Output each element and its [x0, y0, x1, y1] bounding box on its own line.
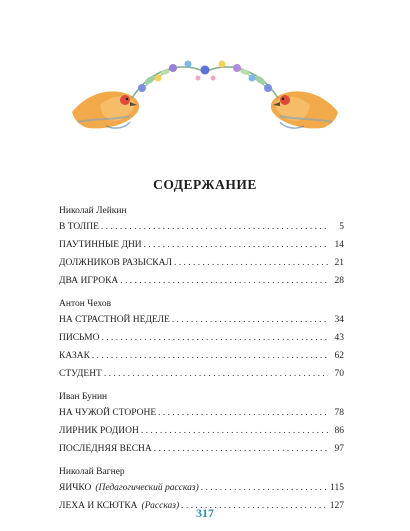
dot-leader [174, 254, 328, 272]
entry-title: ДВА ИГРОКА [59, 276, 119, 286]
toc-entry[interactable] [59, 404, 344, 422]
toc-entry[interactable] [59, 440, 344, 458]
entry-page: 21 [334, 258, 344, 268]
dot-leader [158, 404, 328, 422]
entry-title: НА СТРАСТНОЙ НЕДЕЛЕ [59, 315, 170, 325]
entry-title: ЛЕХА И КСЮТКА [59, 501, 138, 511]
toc-entry[interactable] [59, 254, 344, 272]
entry-title: ПИСЬМО [59, 333, 100, 343]
page-number: 317 [196, 506, 214, 520]
dot-leader [144, 236, 328, 254]
entry-page: 78 [334, 408, 344, 418]
dot-leader [172, 311, 328, 329]
entry-page: 34 [334, 315, 344, 325]
dot-leader [201, 479, 328, 497]
entry-page: 115 [330, 483, 344, 493]
entry-title: СТУДЕНТ [59, 369, 102, 379]
toc-entry[interactable] [59, 347, 344, 365]
entry-title: ДОЛЖНИКОВ РАЗЫСКАЛ [59, 258, 172, 268]
dot-leader [141, 422, 328, 440]
toc-entry[interactable] [59, 422, 344, 440]
toc-entry[interactable] [59, 218, 344, 236]
page-title: СОДЕРЖАНИЕ [153, 177, 257, 192]
birds-flowers-illustration [70, 50, 340, 145]
toc-entry[interactable] [59, 236, 344, 254]
entry-subtitle: (Рассказ) [141, 501, 180, 511]
author-name: Николай Лейкин [59, 206, 127, 216]
entry-title: В ТОЛПЕ [59, 222, 99, 232]
entry-title: ПОСЛЕДНЯЯ ВЕСНА [59, 444, 152, 454]
flower-garland [132, 61, 278, 99]
dot-leader [120, 272, 328, 290]
entry-page: 43 [334, 333, 344, 343]
entry-page: 86 [334, 426, 344, 436]
entry-page: 5 [339, 222, 344, 232]
toc-entry[interactable] [59, 365, 344, 383]
author-name: Иван Бунин [59, 392, 108, 402]
entry-title: ЯИЧКО [59, 483, 92, 493]
entry-title: НА ЧУЖОЙ СТОРОНЕ [59, 408, 157, 418]
right-bird-image [271, 91, 338, 128]
entry-title: ПАУТИННЫЕ ДНИ [59, 240, 142, 250]
toc-entry[interactable] [59, 272, 344, 290]
entry-page: 97 [334, 444, 344, 454]
author-name: Николай Вагнер [59, 467, 125, 477]
entry-page: 14 [334, 240, 344, 250]
dot-leader [104, 365, 328, 383]
dot-leader [101, 218, 328, 236]
entry-page: 70 [334, 369, 344, 379]
entry-page: 62 [334, 351, 344, 361]
entry-subtitle: (Педагогический рассказ) [95, 483, 199, 493]
toc-entry[interactable] [59, 329, 344, 347]
left-bird-image [72, 91, 139, 128]
entry-title: КАЗАК [59, 351, 90, 361]
toc-entry[interactable] [59, 311, 344, 329]
dot-leader [101, 329, 328, 347]
table-of-contents [59, 205, 344, 515]
entry-page: 28 [334, 276, 344, 286]
entry-title: ЛИРНИК РОДИОН [59, 426, 139, 436]
dot-leader [92, 347, 328, 365]
author-name: Антон Чехов [59, 299, 112, 309]
dot-leader [154, 440, 328, 458]
toc-entry[interactable] [59, 479, 344, 497]
entry-page: 127 [329, 501, 344, 511]
